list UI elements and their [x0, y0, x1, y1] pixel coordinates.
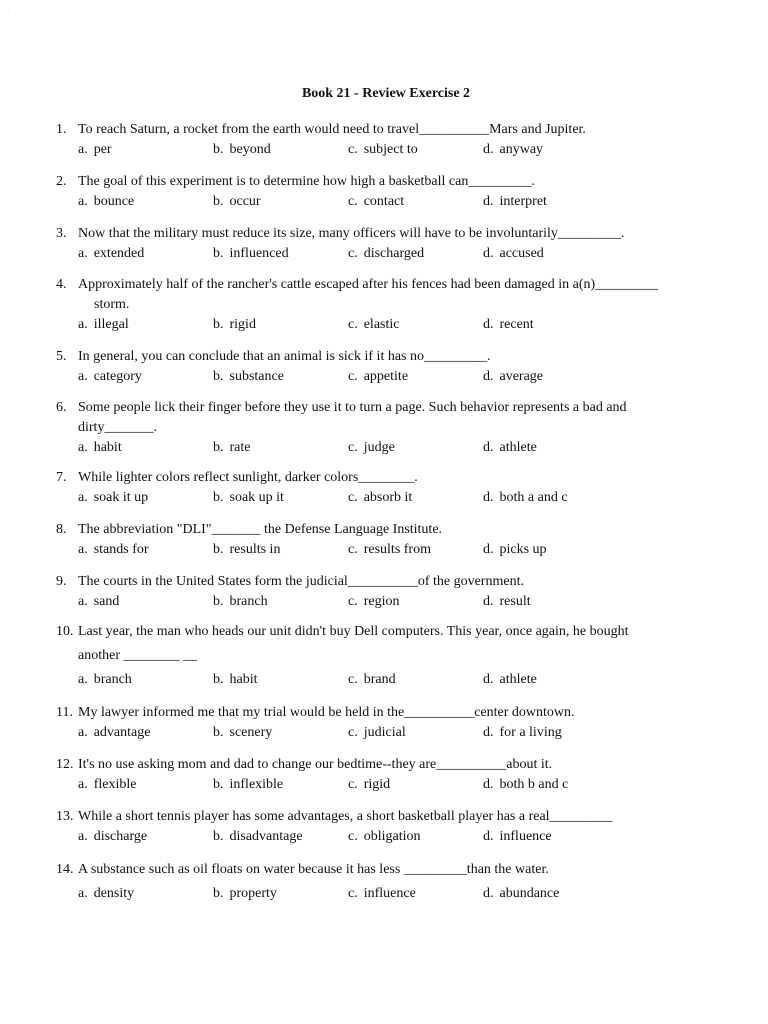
option-text: judge: [363, 440, 395, 455]
option-letter: c.: [348, 246, 358, 261]
option-letter: b.: [213, 490, 224, 505]
option-text: branch: [93, 672, 132, 687]
option-b[interactable]: [213, 827, 303, 847]
option-d[interactable]: [483, 140, 543, 160]
option-letter: d.: [483, 777, 494, 792]
option-letter: a.: [78, 490, 88, 505]
question-stem: Now that the military must reduce its size, many officers will have to be involuntarily_________.: [78, 226, 625, 241]
option-letter: b.: [213, 194, 224, 209]
option-letter: b.: [213, 777, 224, 792]
option-letter: d.: [483, 886, 494, 901]
question-12-text: [56, 755, 716, 775]
question-stem: It's no use asking mom and dad to change our bedtime--they are__________about it.: [78, 757, 553, 772]
question-12-options: [56, 775, 716, 795]
question-number: 8.: [56, 522, 67, 537]
question-stem: The goal of this experiment is to determine how high a basketball can_________.: [78, 174, 535, 189]
option-a[interactable]: [78, 488, 148, 508]
question-6: [56, 398, 716, 458]
option-c[interactable]: [348, 670, 396, 690]
question-9-options: [56, 592, 716, 612]
option-letter: d.: [483, 440, 494, 455]
option-letter: d.: [483, 725, 494, 740]
option-a[interactable]: [78, 244, 144, 264]
question-stem-continued: storm.: [94, 297, 130, 312]
question-6-text-continued: [56, 418, 716, 438]
question-stem: While a short tennis player has some advantages, a short basketball player has a real_________: [78, 809, 613, 824]
question-5: [56, 347, 716, 387]
option-letter: b.: [213, 672, 224, 687]
option-text: brand: [363, 672, 396, 687]
option-text: property: [229, 886, 277, 901]
question-11-text: [56, 703, 716, 723]
question-11: [56, 703, 716, 743]
option-d[interactable]: [483, 884, 559, 904]
question-2-options: [56, 192, 716, 212]
option-b[interactable]: [213, 315, 256, 335]
option-b[interactable]: [213, 670, 258, 690]
option-b[interactable]: [213, 140, 271, 160]
option-letter: b.: [213, 440, 224, 455]
option-c[interactable]: [348, 244, 424, 264]
option-a[interactable]: [78, 540, 149, 560]
option-a[interactable]: [78, 315, 129, 335]
option-b[interactable]: [213, 540, 280, 560]
option-letter: a.: [78, 246, 88, 261]
option-text: accused: [499, 246, 544, 261]
question-number: 3.: [56, 226, 67, 241]
option-b[interactable]: [213, 775, 283, 795]
option-letter: a.: [78, 142, 88, 157]
question-stem: While lighter colors reflect sunlight, darker colors________.: [78, 470, 418, 485]
option-letter: c.: [348, 886, 358, 901]
option-text: scenery: [229, 725, 273, 740]
option-letter: b.: [213, 725, 224, 740]
question-10-options: [56, 670, 716, 690]
option-letter: a.: [78, 369, 88, 384]
option-letter: c.: [348, 317, 358, 332]
option-b[interactable]: [213, 367, 284, 387]
question-4-options: [56, 315, 716, 335]
option-letter: a.: [78, 829, 88, 844]
option-letter: c.: [348, 490, 358, 505]
question-number: 7.: [56, 470, 67, 485]
question-13: [56, 807, 716, 847]
option-a[interactable]: [78, 723, 150, 743]
option-letter: b.: [213, 246, 224, 261]
question-10: [56, 622, 716, 690]
option-text: obligation: [363, 829, 421, 844]
question-1-text: [56, 120, 716, 140]
option-letter: d.: [483, 317, 494, 332]
option-text: advantage: [93, 725, 151, 740]
option-a[interactable]: [78, 670, 132, 690]
question-stem-continued: dirty_______.: [78, 420, 157, 435]
option-d[interactable]: [483, 367, 543, 387]
option-letter: b.: [213, 369, 224, 384]
option-c[interactable]: [348, 592, 399, 612]
option-text: habit: [229, 672, 258, 687]
question-5-text: [56, 347, 716, 367]
question-2: [56, 172, 716, 212]
option-text: both b and c: [499, 777, 569, 792]
option-text: picks up: [499, 542, 547, 557]
option-text: for a living: [499, 725, 562, 740]
option-d[interactable]: [483, 592, 531, 612]
option-d[interactable]: [483, 723, 562, 743]
option-letter: d.: [483, 246, 494, 261]
question-number: 5.: [56, 349, 67, 364]
option-text: discharge: [93, 829, 148, 844]
option-c[interactable]: [348, 827, 421, 847]
option-letter: a.: [78, 542, 88, 557]
option-letter: d.: [483, 594, 494, 609]
question-13-text: [56, 807, 716, 827]
option-c[interactable]: [348, 723, 406, 743]
option-letter: d.: [483, 490, 494, 505]
question-13-options: [56, 827, 716, 847]
option-letter: c.: [348, 194, 358, 209]
option-text: flexible: [93, 777, 137, 792]
option-letter: c.: [348, 542, 358, 557]
question-6-text: [56, 398, 716, 418]
option-a[interactable]: [78, 592, 119, 612]
option-text: athlete: [499, 672, 537, 687]
option-letter: c.: [348, 725, 358, 740]
option-c[interactable]: [348, 438, 395, 458]
question-stem: The abbreviation "DLI"_______ the Defense Language Institute.: [78, 522, 443, 537]
option-text: abundance: [499, 886, 560, 901]
option-c[interactable]: [348, 367, 408, 387]
option-letter: a.: [78, 594, 88, 609]
question-3: [56, 224, 716, 264]
option-a[interactable]: [78, 827, 147, 847]
option-letter: c.: [348, 777, 358, 792]
option-c[interactable]: [348, 775, 390, 795]
option-letter: d.: [483, 542, 494, 557]
question-3-options: [56, 244, 716, 264]
option-text: anyway: [499, 142, 544, 157]
question-number: 11.: [56, 705, 73, 720]
option-letter: c.: [348, 142, 358, 157]
question-4-text: [56, 275, 716, 295]
option-b[interactable]: [213, 884, 277, 904]
option-text: influence: [363, 886, 416, 901]
option-text: contact: [363, 194, 405, 209]
page-mark: `: [8, 10, 10, 16]
option-d[interactable]: [483, 775, 568, 795]
option-letter: d.: [483, 369, 494, 384]
option-letter: c.: [348, 672, 358, 687]
question-14-text: [56, 860, 716, 884]
option-d[interactable]: [483, 244, 544, 264]
option-text: influenced: [229, 246, 289, 261]
option-text: inflexible: [229, 777, 284, 792]
question-stem: The courts in the United States form the judicial__________of the government.: [78, 574, 524, 589]
page-title: Book 21 - Review Exercise 2: [301, 86, 471, 101]
question-14-options: [56, 884, 716, 904]
option-c[interactable]: [348, 884, 416, 904]
option-c[interactable]: [348, 315, 399, 335]
option-d[interactable]: [483, 315, 534, 335]
question-1-options: [56, 140, 716, 160]
option-letter: c.: [348, 829, 358, 844]
question-number: 9.: [56, 574, 67, 589]
option-text: rigid: [229, 317, 256, 332]
question-9: [56, 572, 716, 612]
option-letter: d.: [483, 194, 494, 209]
option-c[interactable]: [348, 192, 404, 212]
option-text: substance: [229, 369, 284, 384]
option-text: soak up it: [229, 490, 284, 505]
question-4-text-continued: [56, 295, 716, 315]
question-number: 6.: [56, 400, 67, 415]
question-number: 1.: [56, 122, 67, 137]
option-d[interactable]: [483, 192, 547, 212]
question-stem: My lawyer informed me that my trial would be held in the__________center downtown.: [78, 705, 575, 720]
option-c[interactable]: [348, 140, 418, 160]
option-text: result: [499, 594, 531, 609]
option-b[interactable]: [213, 488, 284, 508]
question-11-options: [56, 723, 716, 743]
question-7-options: [56, 488, 716, 508]
option-c[interactable]: [348, 488, 412, 508]
option-text: athlete: [499, 440, 537, 455]
option-d[interactable]: [483, 540, 547, 560]
option-text: occur: [229, 194, 261, 209]
option-letter: a.: [78, 317, 88, 332]
option-d[interactable]: [483, 670, 537, 690]
question-number: 14.: [56, 862, 74, 877]
option-letter: d.: [483, 142, 494, 157]
question-stem: Last year, the man who heads our unit didn't buy Dell computers. This year, once again, he bought: [78, 624, 629, 639]
option-letter: c.: [348, 594, 358, 609]
question-number: 12.: [56, 757, 74, 772]
question-number: 4.: [56, 277, 67, 292]
option-text: disadvantage: [229, 829, 303, 844]
option-text: both a and c: [499, 490, 568, 505]
option-letter: b.: [213, 142, 224, 157]
question-8: [56, 520, 716, 560]
option-b[interactable]: [213, 244, 289, 264]
option-d[interactable]: [483, 438, 537, 458]
option-a[interactable]: [78, 775, 136, 795]
option-a[interactable]: [78, 367, 142, 387]
option-text: subject to: [363, 142, 418, 157]
option-text: average: [499, 369, 544, 384]
option-text: results from: [363, 542, 431, 557]
option-letter: a.: [78, 777, 88, 792]
option-b[interactable]: [213, 592, 268, 612]
option-text: category: [93, 369, 142, 384]
option-text: absorb it: [363, 490, 413, 505]
question-stem: Some people lick their finger before they use it to turn a page. Such behavior represents a bad and: [78, 400, 627, 415]
option-letter: a.: [78, 886, 88, 901]
option-letter: b.: [213, 886, 224, 901]
option-text: rate: [229, 440, 251, 455]
option-text: region: [363, 594, 400, 609]
option-text: stands for: [93, 542, 149, 557]
question-3-text: [56, 224, 716, 244]
option-a[interactable]: [78, 140, 112, 160]
question-10-text-continued: [56, 642, 716, 670]
option-d[interactable]: [483, 488, 568, 508]
option-b[interactable]: [213, 438, 250, 458]
option-text: appetite: [363, 369, 409, 384]
option-text: beyond: [229, 142, 271, 157]
question-9-text: [56, 572, 716, 592]
question-6-options: [56, 438, 716, 458]
option-text: results in: [229, 542, 281, 557]
option-text: recent: [499, 317, 534, 332]
question-number: 2.: [56, 174, 67, 189]
option-letter: b.: [213, 317, 224, 332]
option-b[interactable]: [213, 723, 272, 743]
option-letter: b.: [213, 542, 224, 557]
option-letter: c.: [348, 369, 358, 384]
option-text: branch: [229, 594, 268, 609]
question-number: 10.: [56, 624, 74, 639]
question-8-options: [56, 540, 716, 560]
option-letter: d.: [483, 672, 494, 687]
question-stem: To reach Saturn, a rocket from the earth would need to travel__________Mars and Jupiter.: [78, 122, 586, 137]
option-a[interactable]: [78, 884, 134, 904]
option-text: sand: [93, 594, 120, 609]
option-text: bounce: [93, 194, 135, 209]
option-text: judicial: [363, 725, 406, 740]
option-text: habit: [93, 440, 122, 455]
question-14: [56, 860, 716, 904]
question-12: [56, 755, 716, 795]
option-text: illegal: [93, 317, 129, 332]
question-2-text: [56, 172, 716, 192]
option-letter: a.: [78, 725, 88, 740]
question-8-text: [56, 520, 716, 540]
option-d[interactable]: [483, 827, 552, 847]
option-c[interactable]: [348, 540, 431, 560]
question-number: 13.: [56, 809, 74, 824]
option-text: interpret: [499, 194, 547, 209]
option-text: influence: [499, 829, 552, 844]
option-text: elastic: [363, 317, 400, 332]
question-1: [56, 120, 716, 160]
option-letter: b.: [213, 594, 224, 609]
question-stem-continued: another ________ __: [78, 648, 197, 663]
option-a[interactable]: [78, 438, 122, 458]
question-stem: A substance such as oil floats on water because it has less _________than the water.: [78, 862, 549, 877]
question-4: [56, 275, 716, 335]
option-letter: c.: [348, 440, 358, 455]
option-text: per: [93, 142, 112, 157]
question-7-text: [56, 468, 716, 488]
question-stem: In general, you can conclude that an animal is sick if it has no_________.: [78, 349, 491, 364]
option-b[interactable]: [213, 192, 261, 212]
option-text: discharged: [363, 246, 425, 261]
question-stem: Approximately half of the rancher's cattle escaped after his fences had been damaged in a(n)_________: [78, 277, 659, 292]
option-text: extended: [93, 246, 145, 261]
option-text: rigid: [363, 777, 391, 792]
option-letter: a.: [78, 672, 88, 687]
option-letter: d.: [483, 829, 494, 844]
option-text: density: [93, 886, 135, 901]
option-a[interactable]: [78, 192, 134, 212]
option-text: soak it up: [93, 490, 149, 505]
option-letter: a.: [78, 194, 88, 209]
question-7: [56, 468, 716, 508]
question-10-text: [56, 622, 716, 642]
option-letter: b.: [213, 829, 224, 844]
option-letter: a.: [78, 440, 88, 455]
question-5-options: [56, 367, 716, 387]
